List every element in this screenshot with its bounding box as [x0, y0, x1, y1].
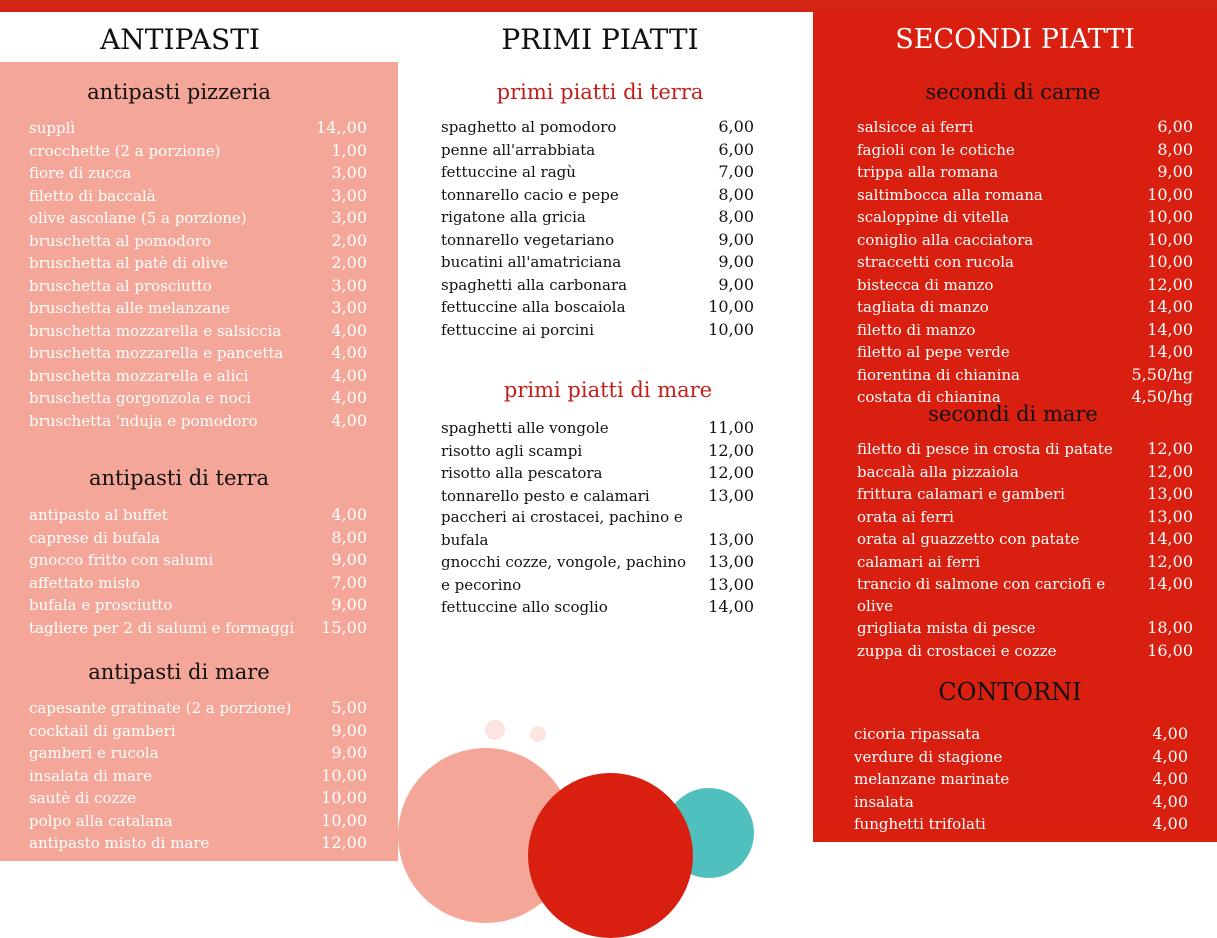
- menu-item: [29, 572, 367, 595]
- menu-item: [29, 185, 367, 208]
- menu-item: [29, 387, 367, 410]
- menu-item-price: 3,00: [331, 275, 367, 295]
- menu-item-name: olive: [857, 596, 893, 615]
- list-secondi-mare: [857, 438, 1193, 662]
- header-secondi-piatti: SECONDI PIATTI: [895, 24, 1135, 55]
- menu-item-price: 5,50/hg: [1131, 364, 1193, 384]
- menu-item-name: fiore di zucca: [29, 164, 132, 182]
- menu-item-name: spaghetti alle vongole: [441, 419, 609, 437]
- menu-item: [29, 832, 367, 855]
- menu-item-name: filetto di manzo: [857, 320, 976, 339]
- menu-item-name: bruschetta 'nduja e pomodoro: [29, 411, 258, 430]
- menu-item-name: fiorentina di chianina: [857, 365, 1020, 384]
- menu-item: [29, 297, 367, 320]
- menu-item-name: penne all'arrabbiata: [441, 140, 596, 159]
- menu-item-name: e pecorino: [441, 575, 522, 594]
- menu-item-price: 8,00: [718, 184, 754, 204]
- menu-item-price: 4,00: [1152, 791, 1188, 811]
- menu-item-name: scaloppine di vitella: [857, 208, 1010, 226]
- menu-item-name: gamberi e rucola: [29, 744, 159, 762]
- menu-item-name: antipasto al buffet: [29, 506, 168, 524]
- header-primi-piatti: PRIMI PIATTI: [400, 20, 800, 60]
- header-antipasti: ANTIPASTI: [0, 20, 360, 60]
- menu-item-price: 3,00: [331, 185, 367, 205]
- menu-item-name: risotto alla pescatora: [441, 464, 603, 482]
- section-title-antipasti-terra: antipasti di terra: [88, 466, 270, 490]
- menu-item-price: 4,00: [331, 410, 367, 430]
- menu-item-name: gnocchi cozze, vongole, pachino: [441, 553, 687, 571]
- menu-item-price: 12,00: [321, 833, 367, 852]
- menu-item-price: 16,00: [1147, 640, 1193, 660]
- menu-item-price: 10,00: [708, 297, 754, 316]
- menu-item-name: bruschetta mozzarella e salsiccia: [29, 321, 282, 340]
- menu-item-name: cocktail di gamberi: [29, 721, 176, 740]
- menu-item-name: filetto di baccalà: [29, 186, 156, 205]
- list-antipasti-mare: [29, 697, 367, 855]
- menu-item: [857, 364, 1193, 387]
- menu-item-price: 14,00: [1147, 319, 1193, 339]
- menu-item-price: 13,00: [1147, 506, 1193, 526]
- menu-item: [441, 296, 754, 319]
- menu-item: [854, 723, 1188, 746]
- menu-item: [857, 184, 1193, 207]
- menu-item: [29, 765, 367, 788]
- menu-item-price: 2,00: [331, 230, 367, 250]
- menu-item: [29, 252, 367, 275]
- menu-item-price: 8,00: [718, 207, 754, 226]
- menu-item-price: 3,00: [331, 163, 367, 182]
- menu-item: [857, 116, 1193, 139]
- menu-item-name: cicoria ripassata: [854, 725, 981, 743]
- menu-item: [29, 787, 367, 810]
- menu-item: [29, 365, 367, 388]
- menu-item-price: 12,00: [708, 440, 754, 460]
- menu-item-price: 10,00: [321, 788, 367, 807]
- menu-item-price: 7,00: [718, 162, 754, 181]
- menu-item-price: 3,00: [331, 298, 367, 317]
- menu-item: [857, 617, 1193, 640]
- section-title-primi-mare: primi piatti di mare: [503, 378, 713, 402]
- menu-item-price: 10,00: [1147, 184, 1193, 204]
- list-contorni: [854, 723, 1188, 836]
- list-primi-terra: [441, 116, 754, 341]
- menu-item: [857, 528, 1193, 551]
- menu-item-name: frittura calamari e gamberi: [857, 485, 1065, 503]
- menu-item-name: bruschetta al patè di olive: [29, 254, 228, 272]
- menu-item-price: 1,00: [331, 140, 367, 160]
- menu-item: [29, 207, 367, 230]
- menu-item-name: coniglio alla cacciatora: [857, 230, 1034, 249]
- menu-item-price: 13,00: [708, 574, 754, 594]
- menu-item-price: 14,00: [1147, 574, 1193, 593]
- menu-item-name: saltimbocca alla romana: [857, 185, 1043, 204]
- menu-item-name: baccalà alla pizzaiola: [857, 462, 1019, 481]
- menu-item-price: 12,00: [708, 463, 754, 482]
- menu-item-name: orata ai ferri: [857, 507, 954, 526]
- menu-item-price: 5,00: [331, 698, 367, 717]
- menu-item-name: trancio di salmone con carciofi e: [857, 575, 1106, 593]
- list-primi-mare: [441, 417, 754, 619]
- menu-item: [29, 140, 367, 163]
- menu-item-price: 4,00: [1152, 724, 1188, 743]
- menu-item-price: 15,00: [321, 617, 367, 637]
- menu-item: [441, 206, 754, 229]
- section-title-primi-terra: primi piatti di terra: [496, 80, 704, 104]
- menu-item-price: 4,00: [331, 388, 367, 407]
- menu-item-price: 6,00: [718, 139, 754, 159]
- menu-item-name: olive ascolane (5 a porzione): [29, 209, 247, 227]
- menu-item-name: bruschetta mozzarella e alici: [29, 366, 249, 385]
- menu-item: [441, 184, 754, 207]
- menu-item-name: bruschetta al pomodoro: [29, 231, 212, 250]
- menu-item-name: insalata: [854, 792, 914, 811]
- menu-item-name: bruschetta gorgonzola e noci: [29, 389, 251, 407]
- menu-item-price: 14,00: [1147, 297, 1193, 316]
- menu-item: [857, 206, 1193, 229]
- menu-item-price: 2,00: [331, 253, 367, 272]
- menu-item-name: bufala: [441, 530, 489, 549]
- menu-item: [29, 504, 367, 527]
- menu-item-price: 9,00: [718, 252, 754, 271]
- menu-item-name: bufala e prosciutto: [29, 596, 173, 614]
- menu-item-name: bistecca di manzo: [857, 275, 994, 294]
- menu-item: [441, 462, 754, 485]
- menu-item-name: tonnarello cacio e pepe: [441, 185, 619, 204]
- menu-item-price: 4,00: [1152, 769, 1188, 788]
- menu-item-price: 13,00: [708, 552, 754, 571]
- menu-item-price: 10,00: [1147, 229, 1193, 249]
- menu-item: [441, 139, 754, 162]
- menu-item-name: fettuccine ai porcini: [441, 320, 595, 339]
- menu-item: [441, 440, 754, 463]
- menu-item: [441, 274, 754, 297]
- list-secondi-carne: [857, 116, 1193, 409]
- menu-item-price: 9,00: [331, 550, 367, 569]
- menu-item-price: 7,00: [331, 572, 367, 592]
- list-antipasti-pizzeria: [29, 117, 367, 432]
- menu-item-name: supplì: [29, 119, 76, 137]
- menu-item-price: 8,00: [1157, 139, 1193, 159]
- menu-item-price: 12,00: [1147, 461, 1193, 481]
- menu-item: [857, 296, 1193, 319]
- menu-item: [29, 594, 367, 617]
- menu-item-price: 9,00: [718, 274, 754, 294]
- menu-item: [441, 529, 754, 552]
- menu-item-price: 4,00: [331, 505, 367, 524]
- menu-item: [857, 438, 1193, 461]
- red-circle-decoration: [528, 773, 693, 938]
- menu-item-price: 6,00: [1157, 117, 1193, 136]
- menu-item-name: fagioli con le cotiche: [857, 140, 1015, 159]
- menu-item: [441, 251, 754, 274]
- menu-item-name: affettato misto: [29, 573, 141, 592]
- menu-item-name: filetto di pesce in crosta di patate: [857, 440, 1113, 458]
- menu-item: [857, 506, 1193, 529]
- menu-item-name: zuppa di crostacei e cozze: [857, 641, 1057, 660]
- menu-item: [857, 139, 1193, 162]
- menu-item-name: bruschetta al prosciutto: [29, 276, 212, 295]
- menu-item-name: funghetti trifolati: [854, 815, 986, 833]
- menu-item-name: fettuccine al ragù: [441, 163, 576, 181]
- menu-item: [29, 342, 367, 365]
- menu-item-price: 13,00: [708, 485, 754, 505]
- menu-item-name: filetto al pepe verde: [857, 343, 1010, 361]
- menu-item: [29, 697, 367, 720]
- menu-item: [857, 341, 1193, 364]
- menu-item: [29, 162, 367, 185]
- menu-item: [441, 507, 754, 529]
- menu-item: [857, 640, 1193, 663]
- menu-item-name: bruschetta alle melanzane: [29, 299, 230, 317]
- menu-item-price: 8,00: [331, 527, 367, 547]
- menu-item-name: orata al guazzetto con patate: [857, 530, 1080, 548]
- menu-item-price: 4,50/hg: [1131, 387, 1193, 406]
- menu-item: [29, 230, 367, 253]
- menu-item-price: 3,00: [331, 208, 367, 227]
- menu-item-name: fettuccine allo scoglio: [441, 598, 608, 616]
- menu-item-price: 14,00: [1147, 342, 1193, 361]
- menu-item-name: grigliata mista di pesce: [857, 619, 1036, 637]
- menu-item: [441, 574, 754, 597]
- menu-item: [441, 417, 754, 440]
- menu-item: [857, 596, 1193, 618]
- menu-item: [854, 791, 1188, 814]
- menu-item-price: 9,00: [718, 229, 754, 249]
- menu-item-name: antipasto misto di mare: [29, 834, 210, 852]
- menu-item-price: 11,00: [708, 418, 754, 437]
- section-title-secondi-carne: secondi di carne: [925, 80, 1101, 104]
- menu-item-name: spaghetto al pomodoro: [441, 118, 617, 136]
- menu-item-name: tonnarello pesto e calamari: [441, 486, 650, 505]
- menu-item-name: capesante gratinate (2 a porzione): [29, 699, 292, 717]
- menu-item: [29, 527, 367, 550]
- menu-item: [441, 161, 754, 184]
- menu-item-price: 18,00: [1147, 618, 1193, 637]
- menu-item: [857, 229, 1193, 252]
- section-title-contorni: CONTORNI: [938, 678, 1082, 706]
- section-title-secondi-mare: secondi di mare: [928, 402, 1098, 426]
- menu-item-name: polpo alla catalana: [29, 811, 173, 830]
- menu-item-name: rigatone alla gricia: [441, 208, 586, 226]
- menu-item-name: salsicce ai ferri: [857, 118, 974, 136]
- menu-item: [857, 274, 1193, 297]
- menu-item-name: costata di chianina: [857, 388, 1001, 406]
- menu-item-name: risotto agli scampi: [441, 441, 583, 460]
- menu-item: [29, 275, 367, 298]
- menu-item-price: 12,00: [1147, 551, 1193, 571]
- menu-item-price: 12,00: [1147, 439, 1193, 458]
- menu-item-price: 10,00: [1147, 252, 1193, 271]
- menu-item-price: 14,00: [1147, 529, 1193, 548]
- menu-item-price: 4,00: [1152, 746, 1188, 766]
- menu-item: [29, 617, 367, 640]
- menu-item-price: 13,00: [1147, 484, 1193, 503]
- menu-item-name: tagliata di manzo: [857, 298, 989, 316]
- menu-item: [29, 410, 367, 433]
- menu-item: [441, 596, 754, 619]
- menu-item-name: bruschetta mozzarella e pancetta: [29, 344, 284, 362]
- menu-item-price: 4,00: [331, 365, 367, 385]
- menu-item-price: 9,00: [331, 720, 367, 740]
- menu-item: [854, 746, 1188, 769]
- menu-item: [29, 742, 367, 765]
- menu-item-price: 6,00: [718, 117, 754, 136]
- menu-item-name: bucatini all'amatriciana: [441, 253, 622, 271]
- menu-item: [441, 485, 754, 508]
- menu-item: [857, 483, 1193, 506]
- menu-item-price: 12,00: [1147, 274, 1193, 294]
- list-antipasti-terra: [29, 504, 367, 639]
- menu-item: [441, 319, 754, 342]
- menu-item-name: straccetti con rucola: [857, 253, 1015, 271]
- menu-item: [29, 320, 367, 343]
- menu-item: [857, 319, 1193, 342]
- menu-item-name: paccheri ai crostacei, pachino e: [441, 508, 683, 526]
- menu-item-name: melanzane marinate: [854, 770, 1010, 788]
- menu-item-price: 9,00: [1157, 162, 1193, 181]
- menu-item-price: 14,,00: [316, 118, 367, 137]
- menu-item-name: caprese di bufala: [29, 528, 161, 547]
- menu-item: [857, 161, 1193, 184]
- menu-item-name: fettuccine alla boscaiola: [441, 298, 626, 316]
- menu-item: [29, 720, 367, 743]
- menu-item-price: 10,00: [321, 810, 367, 830]
- menu-item: [29, 117, 367, 140]
- menu-item: [857, 551, 1193, 574]
- menu-item-price: 13,00: [708, 529, 754, 549]
- menu-item-name: sautè di cozze: [29, 789, 137, 807]
- menu-item-price: 4,00: [331, 343, 367, 362]
- faint-dot-decoration: [485, 720, 505, 740]
- menu-item-price: 4,00: [331, 320, 367, 340]
- menu-item: [854, 768, 1188, 791]
- menu-item-price: 14,00: [708, 597, 754, 616]
- section-title-antipasti-pizzeria: antipasti pizzeria: [87, 80, 271, 104]
- menu-item-price: 4,00: [1152, 814, 1188, 833]
- menu-item-price: 10,00: [321, 765, 367, 785]
- menu-item: [857, 251, 1193, 274]
- menu-item-name: tonnarello vegetariano: [441, 230, 615, 249]
- menu-item: [854, 813, 1188, 836]
- menu-item: [441, 229, 754, 252]
- menu-item-name: crocchette (2 a porzione): [29, 141, 221, 160]
- menu-item-name: calamari ai ferri: [857, 552, 981, 571]
- menu-item: [857, 461, 1193, 484]
- menu-item-name: gnocco fritto con salumi: [29, 551, 214, 569]
- menu-item-price: 10,00: [708, 319, 754, 339]
- menu-item: [29, 810, 367, 833]
- menu-item-name: insalata di mare: [29, 766, 152, 785]
- menu-item-price: 10,00: [1147, 207, 1193, 226]
- menu-item: [441, 551, 754, 574]
- menu-item: [857, 573, 1193, 596]
- menu-item-price: 9,00: [331, 743, 367, 762]
- menu-item-name: tagliere per 2 di salumi e formaggi: [29, 618, 295, 637]
- section-title-antipasti-mare: antipasti di mare: [88, 660, 270, 684]
- menu-item-name: spaghetti alla carbonara: [441, 275, 628, 294]
- menu-item-price: 9,00: [331, 595, 367, 614]
- menu-item-name: trippa alla romana: [857, 163, 999, 181]
- top-red-bar: [0, 0, 1217, 12]
- menu-item: [441, 116, 754, 139]
- menu-item-name: verdure di stagione: [854, 747, 1003, 766]
- menu-item: [29, 549, 367, 572]
- faint-dot-decoration: [530, 726, 546, 742]
